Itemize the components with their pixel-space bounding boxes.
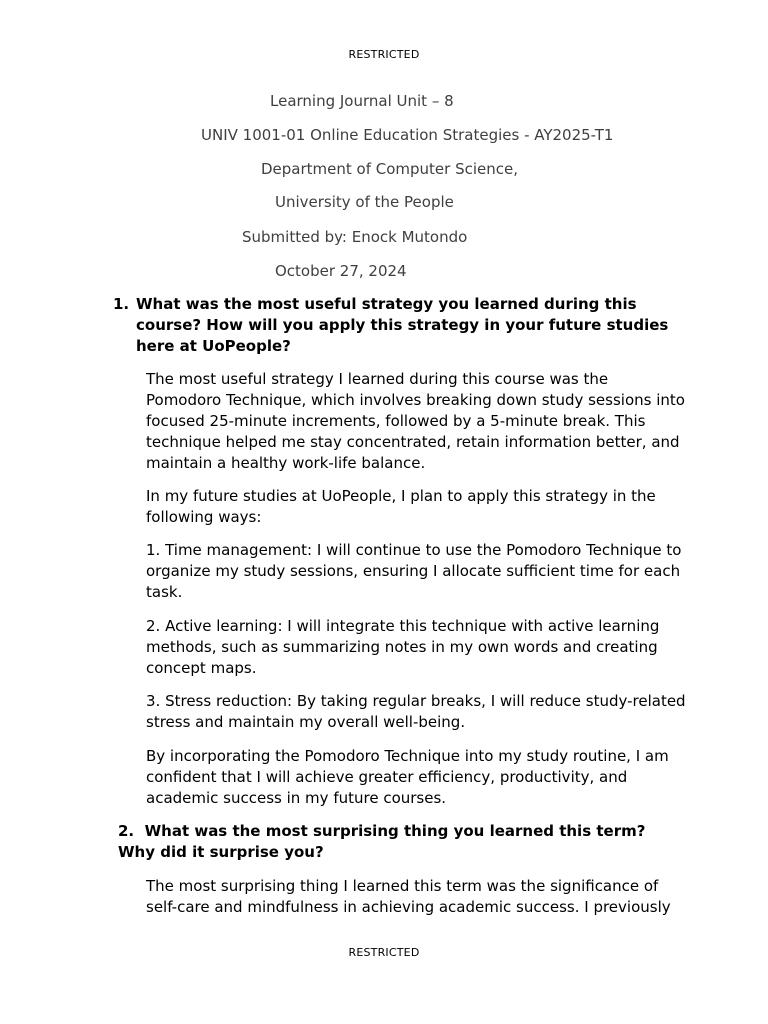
university-name: University of the People [275,193,454,211]
question-1-number: 1. [113,295,130,313]
journal-title: Learning Journal Unit – 8 [270,92,454,110]
course-name: UNIV 1001-01 Online Education Strategies - AY2025-T1 [201,126,614,144]
restricted-header-label: RESTRICTED [348,48,420,61]
question-2-text-block [118,821,678,863]
restricted-footer-label: RESTRICTED [348,946,420,959]
answer-1-paragraph-2: In my future studies at UoPeople, I plan to apply this strategy in the following ways: [146,487,656,526]
answer-1-list-item-2: 2. Active learning: I will integrate this technique with active learning methods, such as summarizing notes in my own words and creating concept maps. [146,617,660,677]
question-2-text: What was the most surprising thing you learned this term? Why did it surprise you? [118,822,646,861]
department-name: Department of Computer Science, [261,160,519,178]
submission-date: October 27, 2024 [275,262,407,280]
answer-1-paragraph-conclusion: By incorporating the Pomodoro Technique into my study routine, I am confident that I will achieve greater efficiency, productivity, and academic success in my future courses. [146,747,669,807]
question-2-number: 2. [118,822,135,840]
question-1-text: What was the most useful strategy you learned during this course? How will you apply this strategy in your future studies here at UoPeople? [136,295,669,355]
submitted-by: Submitted by: Enock Mutondo [242,228,468,246]
answer-1-list-item-3: 3. Stress reduction: By taking regular breaks, I will reduce study-related stress and maintain my overall well-being. [146,692,686,731]
answer-2-paragraph-1: The most surprising thing I learned this term was the significance of self-care and mindfulness in achieving academic success. I previously [146,877,671,916]
answer-1-paragraph-1: The most useful strategy I learned during this course was the Pomodoro Technique, which involves breaking down study sessions into focused 25-minute increments, followed by a 5-minute break. This technique helped me stay concentrated, retain information better, and maintain a healthy work-life balance. [146,370,685,472]
answer-1-list-item-1: 1. Time management: I will continue to use the Pomodoro Technique to organize my study sessions, ensuring I allocate sufficient time for each task. [146,541,682,601]
question-2 [118,821,678,863]
